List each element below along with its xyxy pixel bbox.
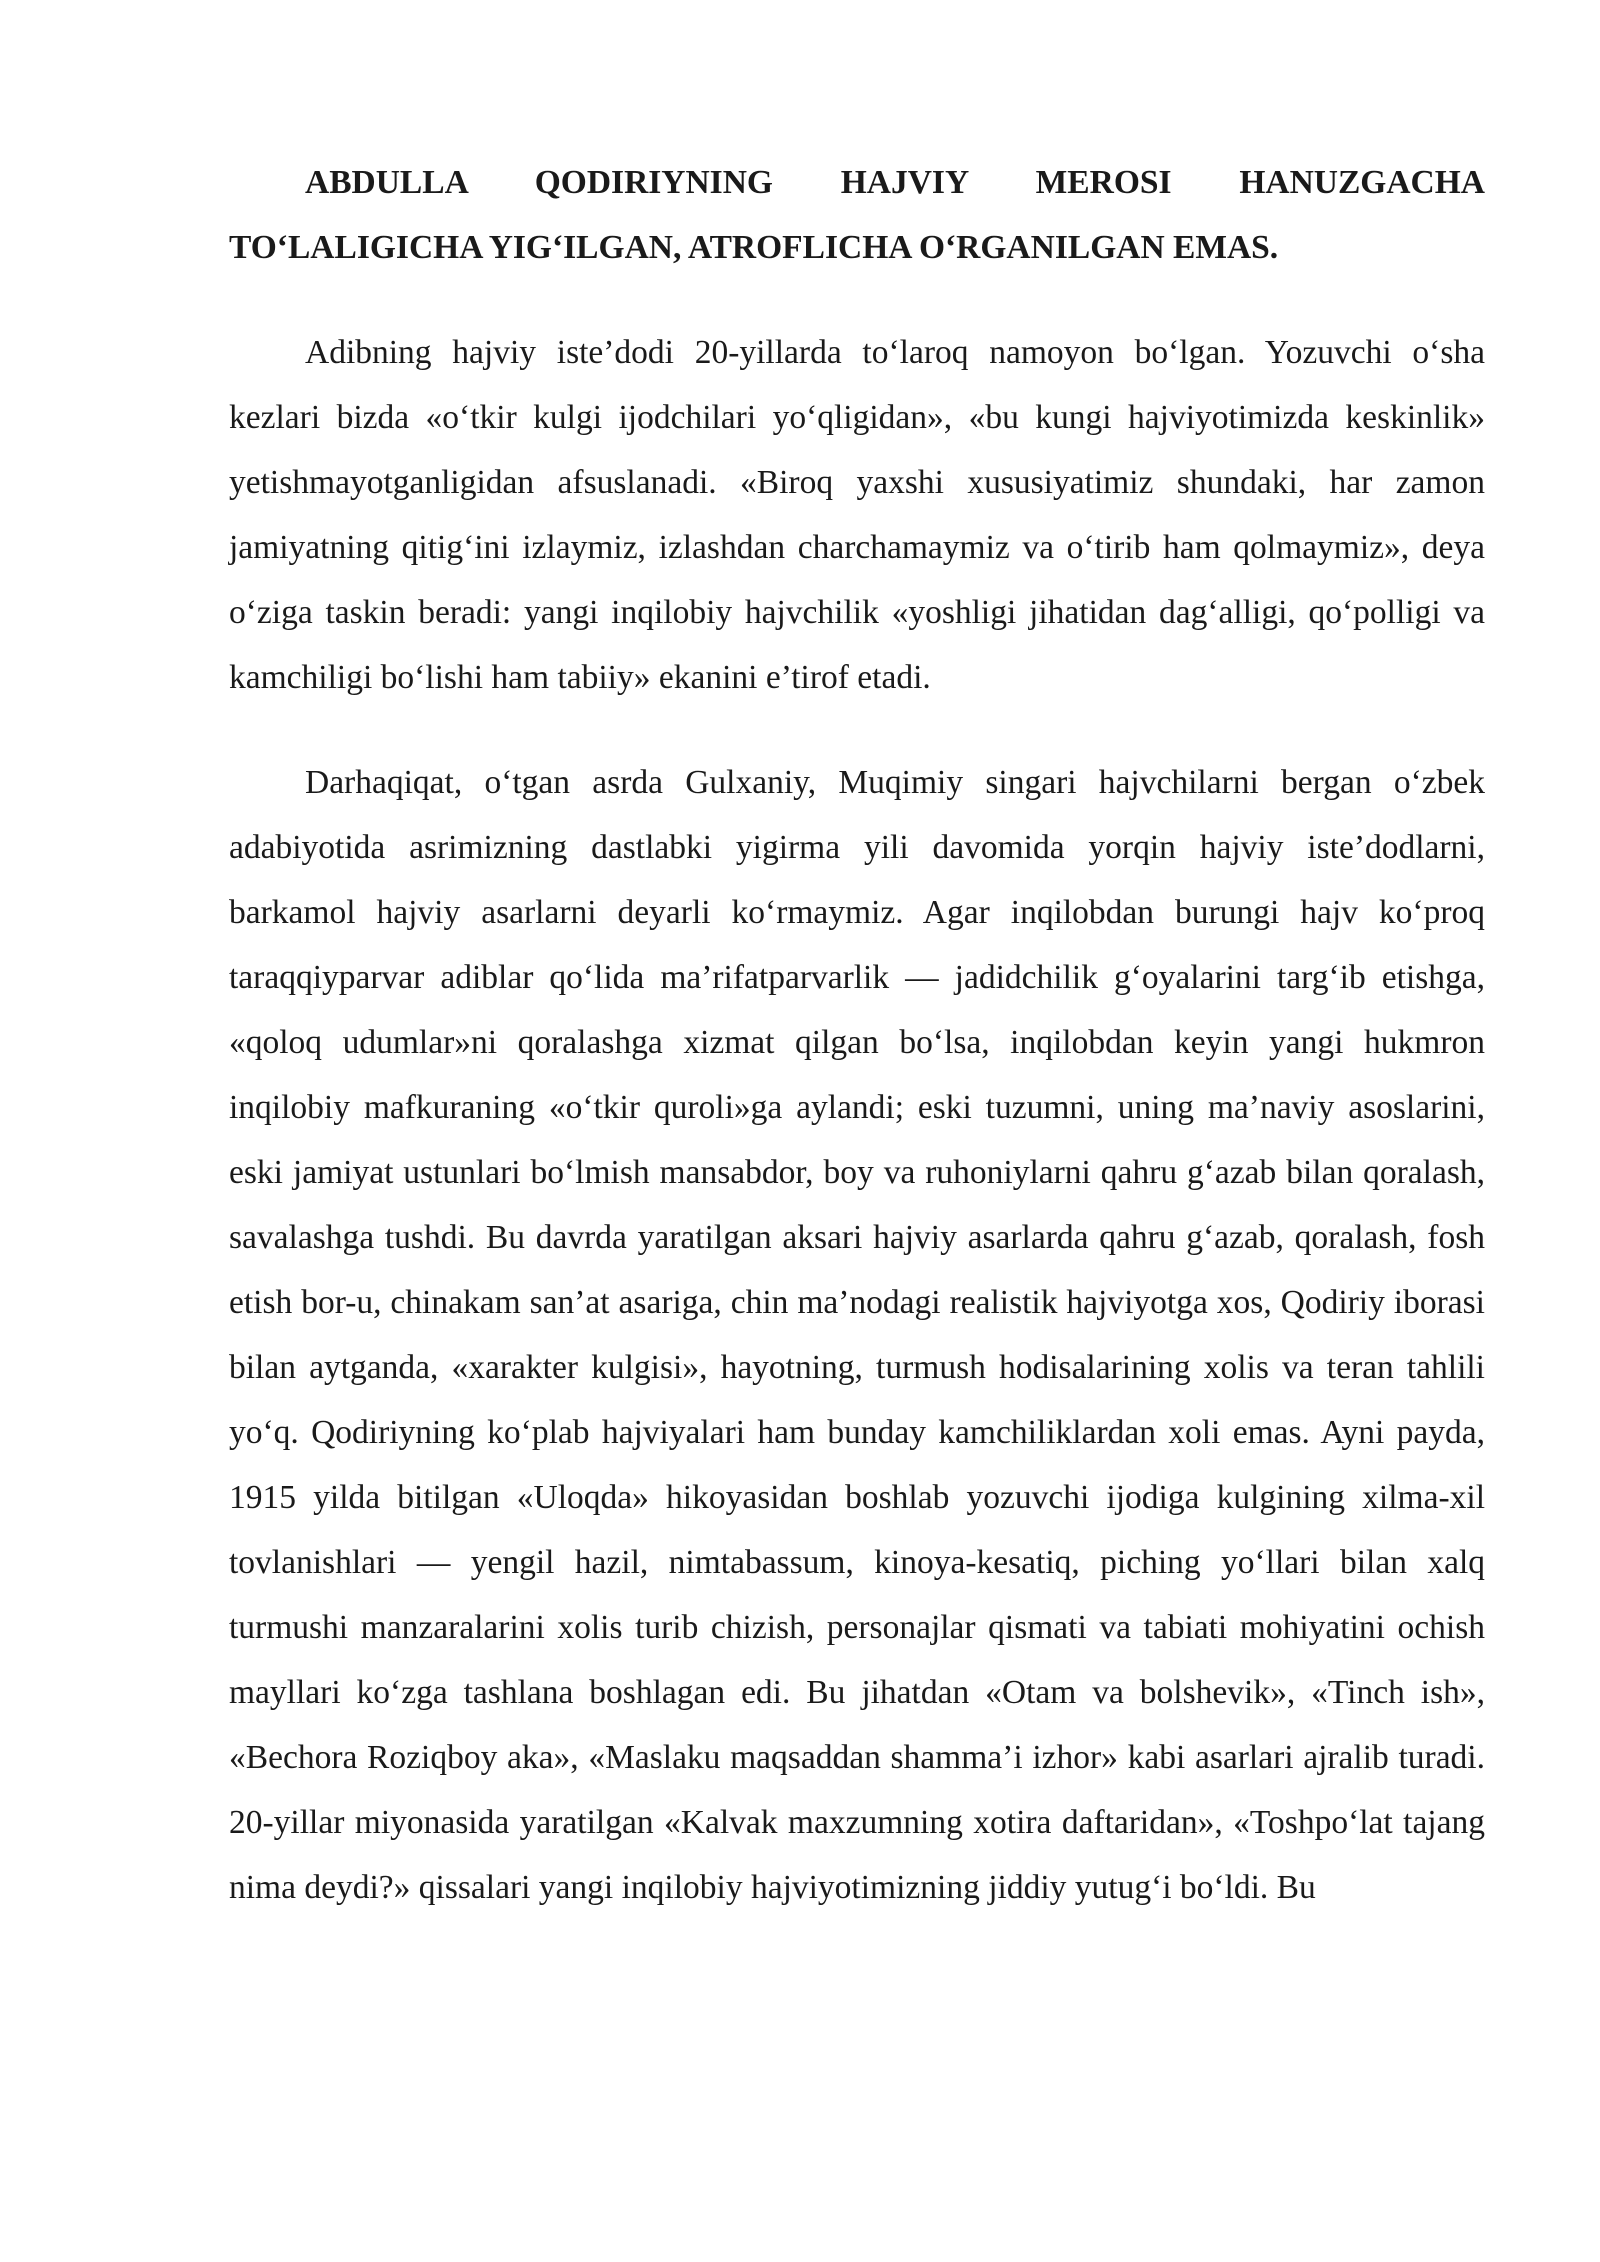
document-title: ABDULLA QODIRIYNING HAJVIY MEROSI HANUZGACHA TO‘LALIGICHA YIG‘ILGAN, ATROFLICHA O‘RGANILGAN EMAS. <box>229 164 1485 266</box>
paragraph-1: Adibning hajviy iste’dodi 20-yillarda to‘laroq namoyon bo‘lgan. Yozuvchi o‘sha kezlari bizda «o‘tkir kulgi ijodchilari yo‘qligidan», «bu kungi hajviyotimizda keskinlik» yetishmayotganligidan afsuslanadi. «Biroq yaxshi xususiyatimiz shundaki, har zamon jamiyatning qitig‘ini izlaymiz, izlashdan charchamaymiz va o‘tirib ham qolmaymiz», deya o‘ziga taskin beradi: yangi inqilobiy hajvchilik «yoshligi jihatidan dag‘alligi, qo‘polligi va kamchiligi bo‘lishi ham tabiiy» ekanini e’tirof etadi. <box>229 334 1485 696</box>
paragraph-2: Darhaqiqat, o‘tgan asrda Gulxaniy, Muqimiy singari hajvchilarni bergan o‘zbek adabiyotida asrimizning dastlabki yigirma yili davomida yorqin hajviy iste’dodlarni, barkamol hajviy asarlarni deyarli ko‘rmaymiz. Agar inqilobdan burungi hajv ko‘proq taraqqiyparvar adiblar qo‘lida ma’rifatparvarlik — jadidchilik g‘oyalarini targ‘ib etishga, «qoloq udumlar»ni qoralashga xizmat qilgan bo‘lsa, inqilobdan keyin yangi hukmron inqilobiy mafkuraning «o‘tkir quroli»ga aylandi; eski tuzumni, uning ma’naviy asoslarini, eski jamiyat ustunlari bo‘lmish mansabdor, boy va ruhoniylarni qahru g‘azab bilan qoralash, savalashga tushdi. Bu davrda yaratilgan aksari hajviy asarlarda qahru g‘azab, qoralash, fosh etish bor-u, chinakam san’at asariga, chin ma’nodagi realistik hajviyotga xos, Qodiriy iborasi bilan aytganda, «xarakter kulgisi», hayotning, turmush hodisalarining xolis va teran tahlili yo‘q. Qodiriyning ko‘plab hajviyalari ham bunday kamchiliklardan xoli emas. Ayni payda, 1915 yilda bitilgan «Uloqda» hikoyasidan boshlab yozuvchi ijodiga kulgining xilma-xil tovlanishlari — yengil hazil, nimtabassum, kinoya-kesatiq, piching yo‘llari bilan xalq turmushi manzaralarini xolis turib chizish, personajlar qismati va tabiati mohiyatini ochish mayllari ko‘zga tashlana boshlagan edi. Bu jihatdan «Otam va bolshevik», «Tinch ish», «Bechora Roziqboy aka», «Maslaku maqsaddan shamma’i izhor» kabi asarlari ajralib turadi. 20-yillar miyonasida yaratilgan «Kalvak maxzumning xotira daftaridan», «Toshpo‘lat tajang nima deydi?» qissalari yangi inqilobiy hajviyotimizning jiddiy yutug‘i bo‘ldi. Bu <box>229 764 1485 1906</box>
document-body <box>229 150 1485 1920</box>
